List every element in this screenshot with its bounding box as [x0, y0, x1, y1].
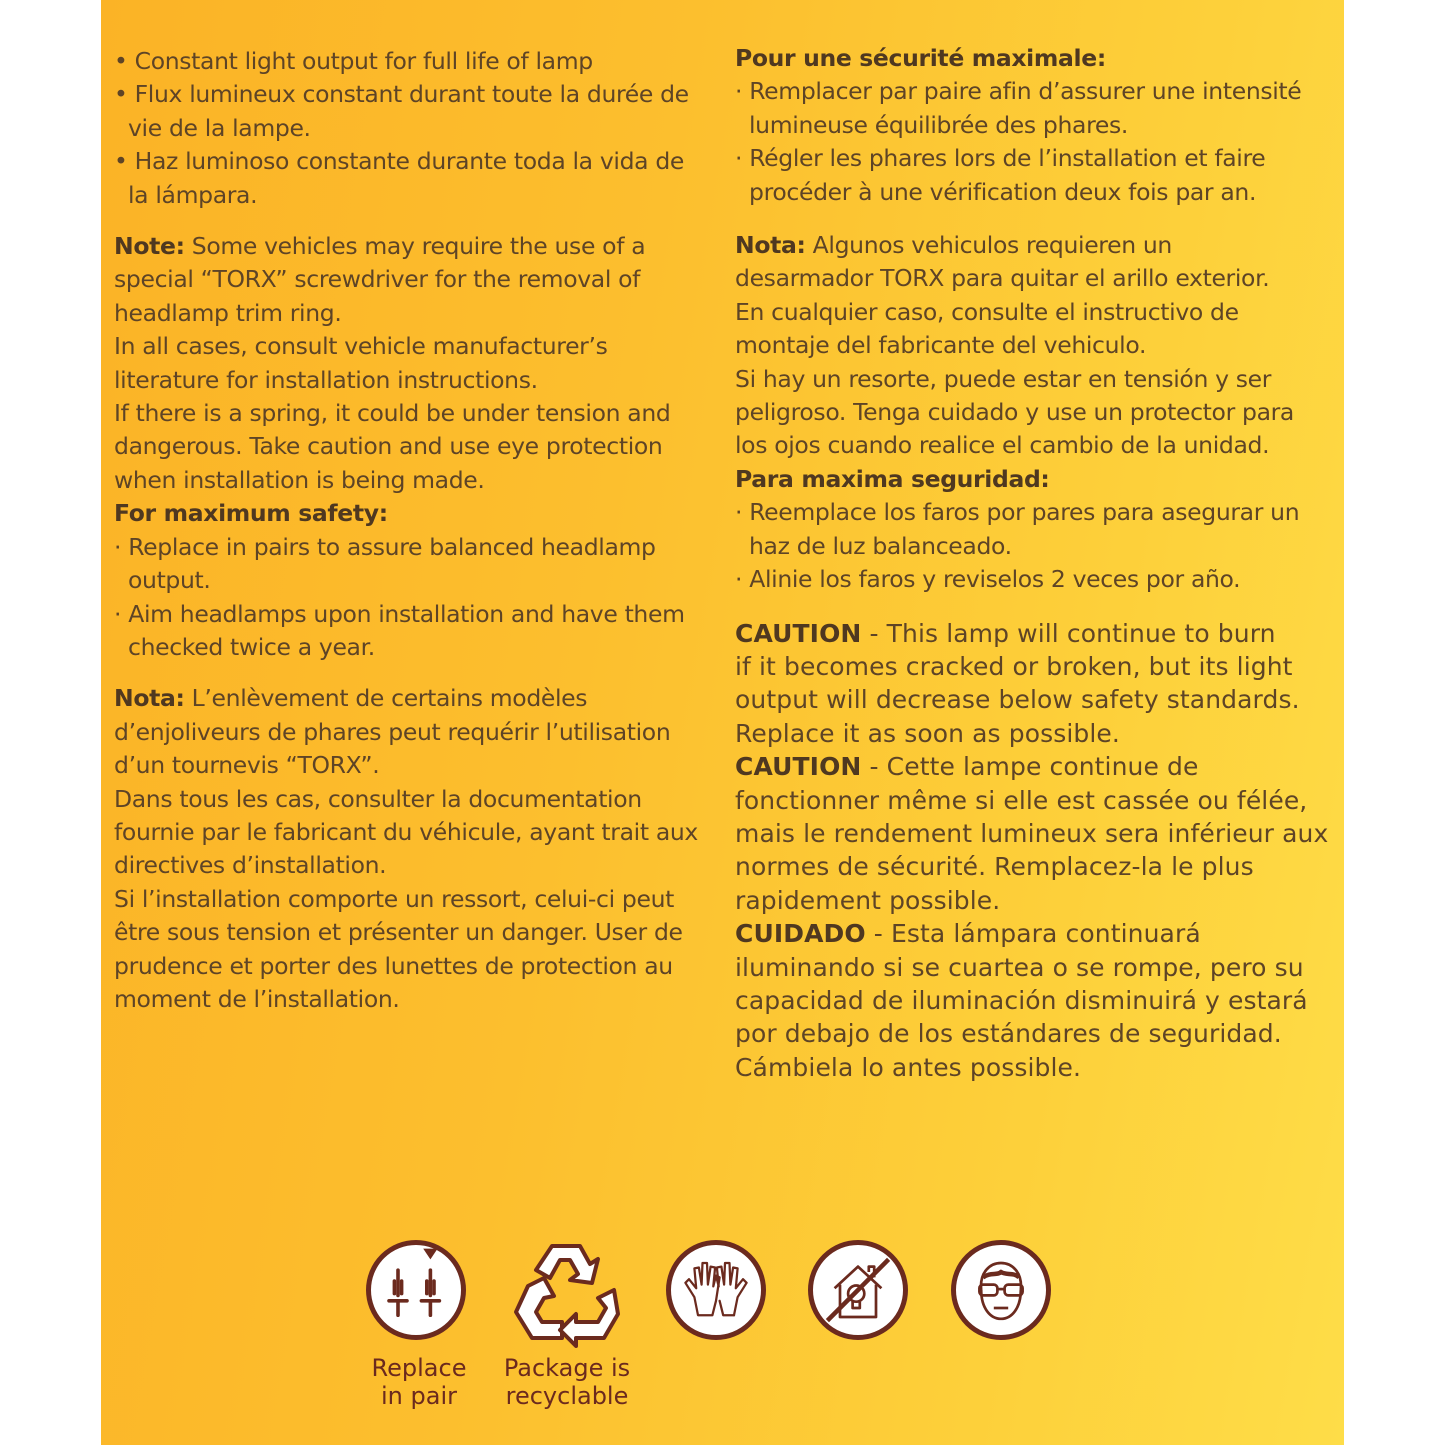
- gloves-icon: [666, 1240, 766, 1340]
- left-column: [114, 45, 704, 1016]
- caution-line: rapidement possible.: [735, 885, 1001, 915]
- caution-line: Replace it as soon as possible.: [735, 718, 1120, 748]
- caution-spanish: [735, 917, 1335, 1084]
- safety-english: [114, 497, 704, 664]
- safety-item: · Remplacer par paire afin d’assurer une intensité lumineuse équilibrée des phares.: [735, 77, 1302, 139]
- caution-label: CUIDADO: [735, 919, 866, 949]
- caution-line: normes de sécurité. Remplacez-la le plus: [735, 852, 1254, 882]
- caution-english: [735, 617, 1335, 751]
- note-line: peligroso. Tenga cuidado y use un protector para: [735, 398, 1294, 427]
- note-line: d’un tournevis “TORX”.: [114, 751, 380, 780]
- caution-line: if it becomes cracked or broken, but its light: [735, 651, 1293, 681]
- note-line: dangerous. Take caution and use eye protection: [114, 432, 663, 461]
- caution-french: [735, 750, 1335, 917]
- feature-es: • Haz luminoso constante durante toda la vida de la lámpara.: [114, 147, 684, 209]
- icon-label-line: Package is: [503, 1354, 631, 1382]
- replace-in-pair-label: [344, 1354, 494, 1410]
- feature-fr: • Flux lumineux constant durant toute la durée de vie de la lampe.: [114, 80, 689, 142]
- note-line: En cualquier caso, consulte el instructivo de: [735, 297, 1239, 326]
- note-french: [114, 682, 704, 1016]
- safety-glasses-icon: [951, 1240, 1051, 1340]
- icon-label-line: Replace: [371, 1354, 467, 1382]
- note-label: Nota:: [114, 684, 185, 713]
- caution-label: CAUTION: [735, 618, 862, 648]
- caution-line: Cámbiela lo antes possible.: [735, 1052, 1082, 1082]
- right-column: [735, 42, 1335, 1084]
- safety-heading: For maximum safety:: [114, 499, 388, 528]
- safety-french: [735, 42, 1335, 209]
- note-line: être sous tension et présenter un danger. User de: [114, 918, 683, 947]
- note-line: headlamp trim ring.: [114, 298, 342, 327]
- note-line: Some vehicles may require the use of a: [184, 232, 646, 261]
- safety-item: · Régler les phares lors de l’installation et faire procéder à une vérification deux fois par an.: [735, 144, 1266, 206]
- note-label: Note:: [114, 232, 185, 261]
- note-line: when installation is being made.: [114, 465, 485, 494]
- caution-line: - This lamp will continue to burn: [861, 618, 1276, 648]
- note-line: L’enlèvement de certains modèles: [184, 684, 588, 713]
- safety-item: · Replace in pairs to assure balanced headlamp output.: [114, 532, 656, 595]
- note-spanish: [735, 229, 1335, 463]
- package-back-panel: [101, 0, 1344, 1445]
- caution-line: por debajo de los estándares de seguridad.: [735, 1019, 1282, 1049]
- caution-line: capacidad de iluminación disminuirá y estará: [735, 985, 1308, 1015]
- caution-label: CAUTION: [735, 752, 862, 782]
- caution-line: iluminando si se cuartea o se rompe, pero su: [735, 952, 1304, 982]
- safety-item: · Alinie los faros y reviselos 2 veces por año.: [735, 565, 1241, 594]
- note-english: [114, 230, 704, 497]
- note-line: los ojos cuando realice el cambio de la unidad.: [735, 431, 1270, 460]
- feature-en: • Constant light output for full life of lamp: [114, 47, 593, 75]
- note-line: special “TORX” screwdriver for the removal of: [114, 265, 641, 294]
- caution-line: - Cette lampe continue de: [861, 752, 1199, 782]
- safety-item: · Aim headlamps upon installation and have them checked twice a year.: [114, 599, 685, 661]
- pictogram-row: [101, 1232, 1344, 1422]
- note-line: literature for installation instructions.: [114, 365, 538, 394]
- note-line: In all cases, consult vehicle manufacturer’s: [114, 332, 608, 361]
- no-household-use-icon: [808, 1240, 908, 1340]
- safety-spanish: [735, 463, 1335, 597]
- icon-label-line: recyclable: [505, 1382, 629, 1410]
- safety-item: · Reemplace los faros por pares para asegurar un haz de luz balanceado.: [735, 498, 1300, 560]
- caution-line: - Esta lámpara continuará: [865, 919, 1201, 949]
- note-line: Si hay un resorte, puede estar en tensión y ser: [735, 364, 1272, 393]
- note-label: Nota:: [735, 231, 806, 260]
- note-line: montaje del fabricante del vehiculo.: [735, 331, 1147, 360]
- note-line: moment de l’installation.: [114, 984, 400, 1013]
- note-line: fournie par le fabricant du véhicule, ayant trait aux: [114, 817, 698, 846]
- feature-list: [114, 45, 704, 212]
- safety-heading: Pour une sécurité maximale:: [735, 44, 1106, 72]
- note-line: Dans tous les cas, consulter la documentation: [114, 784, 642, 813]
- note-line: Si l’installation comporte un ressort, celui-ci peut: [114, 884, 674, 913]
- caution-line: output will decrease below safety standards.: [735, 685, 1300, 715]
- note-line: desarmador TORX para quitar el arillo exterior.: [735, 264, 1270, 293]
- safety-heading: Para maxima seguridad:: [735, 464, 1050, 493]
- note-line: prudence et porter des lunettes de protection au: [114, 951, 673, 980]
- caution-line: fonctionner même si elle est cassée ou félée,: [735, 785, 1308, 815]
- note-line: directives d’installation.: [114, 851, 387, 880]
- icon-label-line: in pair: [381, 1382, 457, 1410]
- note-line: Algunos vehiculos requieren un: [805, 231, 1172, 260]
- replace-in-pair-icon: [366, 1240, 466, 1340]
- recycle-icon: [506, 1238, 626, 1350]
- note-line: d’enjoliveurs de phares peut requérir l’utilisation: [114, 717, 671, 746]
- note-line: If there is a spring, it could be under tension and: [114, 399, 671, 428]
- recyclable-label: [492, 1354, 642, 1410]
- caution-line: mais le rendement lumineux sera inférieur aux: [735, 818, 1329, 848]
